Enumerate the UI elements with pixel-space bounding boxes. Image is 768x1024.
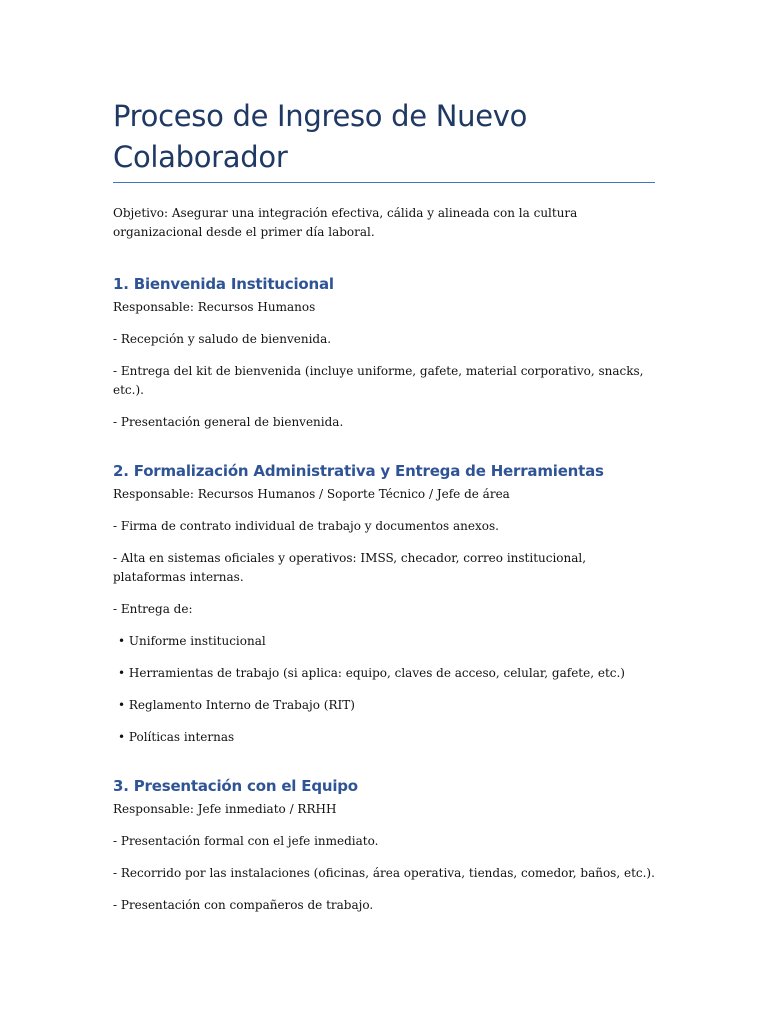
- list-item: - Recepción y saludo de bienvenida.: [113, 332, 332, 346]
- section-responsible: Responsable: Jefe inmediato / RRHH: [113, 802, 337, 816]
- bullet-item: • Uniforme institucional: [118, 633, 266, 648]
- list-item: - Recorrido por las instalaciones (oficinas, área operativa, tiendas, comedor, baños, etc.).: [113, 866, 655, 880]
- list-item: - Firma de contrato individual de trabajo y documentos anexos.: [113, 519, 499, 533]
- list-item: - Alta en sistemas oficiales y operativos: IMSS, checador, correo institucional, plataformas internas.: [113, 551, 587, 584]
- list-item: - Presentación general de bienvenida.: [113, 414, 344, 429]
- title-divider: [113, 182, 655, 183]
- list-item: - Entrega del kit de bienvenida (incluye uniforme, gafete, material corporativo, snacks, etc.).: [113, 364, 644, 397]
- list-item: - Presentación formal con el jefe inmediato.: [113, 834, 379, 848]
- list-item: - Entrega de:: [113, 601, 193, 616]
- document-title: Proceso de Ingreso de Nuevo Colaborador: [113, 99, 528, 174]
- section-responsible: Responsable: Recursos Humanos / Soporte Técnico / Jefe de área: [113, 487, 510, 501]
- section-heading-formalizacion: 2. Formalización Administrativa y Entrega de Herramientas: [113, 462, 604, 480]
- bullet-item: • Políticas internas: [118, 729, 235, 744]
- bullet-item: • Herramientas de trabajo (si aplica: equipo, claves de acceso, celular, gafete, etc.): [118, 665, 625, 680]
- list-item: - Presentación con compañeros de trabajo.: [113, 898, 374, 912]
- section-heading-bienvenida: 1. Bienvenida Institucional: [113, 275, 334, 293]
- section-heading-presentacion: 3. Presentación con el Equipo: [113, 777, 358, 795]
- section-responsible: Responsable: Recursos Humanos: [113, 300, 316, 314]
- objective-text: Objetivo: Asegurar una integración efectiva, cálida y alineada con la cultura organizacional desde el primer día laboral.: [113, 206, 578, 239]
- document-page: [113, 96, 655, 915]
- bullet-item: • Reglamento Interno de Trabajo (RIT): [118, 697, 355, 712]
